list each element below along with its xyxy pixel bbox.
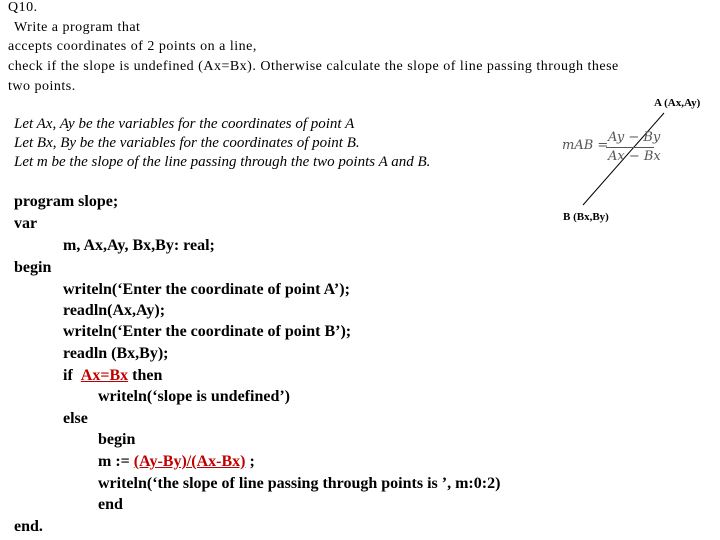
slope-formula-denominator: Ax − Bx (608, 149, 661, 164)
code-line-inner-begin: begin (98, 431, 136, 448)
slope-formula-numerator: Ay − By (608, 130, 661, 145)
question-line-3: check if the slope is undefined (Ax=Bx). Otherwise calculate the slope of line passing through these (8, 59, 619, 74)
code-line-undefined: writeln(‘slope is undefined’) (98, 388, 290, 405)
question-line-4: two points. (8, 79, 76, 94)
assign-target: m := (98, 453, 130, 470)
code-line-writeln-b: writeln(‘Enter the coordinate of point B’); (63, 323, 352, 340)
code-line-program: program slope; (14, 193, 119, 210)
code-line-if (63, 365, 162, 387)
fraction-bar (606, 147, 654, 148)
variable-note-b: Let Bx, By be the variables for the coordinates of point B. (14, 135, 360, 151)
then-keyword: then (132, 367, 163, 384)
code-line-readln-a: readln(Ax,Ay); (63, 302, 166, 319)
point-a-label: A (Ax,Ay) (654, 97, 701, 109)
point-b-label: B (Bx,By) (563, 211, 609, 223)
variable-note-m: Let m be the slope of the line passing through the two points A and B. (14, 154, 431, 170)
code-line-var: var (14, 215, 38, 232)
code-line-else: else (63, 410, 88, 427)
code-line-writeln-slope: writeln(‘the slope of line passing through points is ’, m:0:2) (98, 475, 501, 492)
assign-semicolon: ; (249, 453, 255, 470)
code-line-writeln-a: writeln(‘Enter the coordinate of point A’); (63, 281, 350, 298)
code-line-begin: begin (14, 259, 52, 276)
code-line-inner-end: end (98, 496, 123, 513)
slope-formula-lhs: mAB = (562, 138, 609, 153)
variable-note-a: Let Ax, Ay be the variables for the coordinates of point A (14, 116, 355, 132)
code-line-readln-b: readln (Bx,By); (63, 345, 169, 362)
if-keyword: if (63, 367, 73, 384)
question-line-1: Write a program that (14, 20, 141, 35)
code-line-end: end. (14, 518, 43, 535)
if-condition: Ax=Bx (80, 367, 129, 384)
question-line-2: accepts coordinates of 2 points on a line, (8, 39, 257, 54)
slope-expression: (Ay-By)/(Ax-Bx) (133, 453, 246, 470)
code-line-declarations: m, Ax,Ay, Bx,By: real; (63, 237, 215, 254)
question-number: Q10. (8, 0, 38, 15)
code-line-assign (98, 451, 255, 473)
